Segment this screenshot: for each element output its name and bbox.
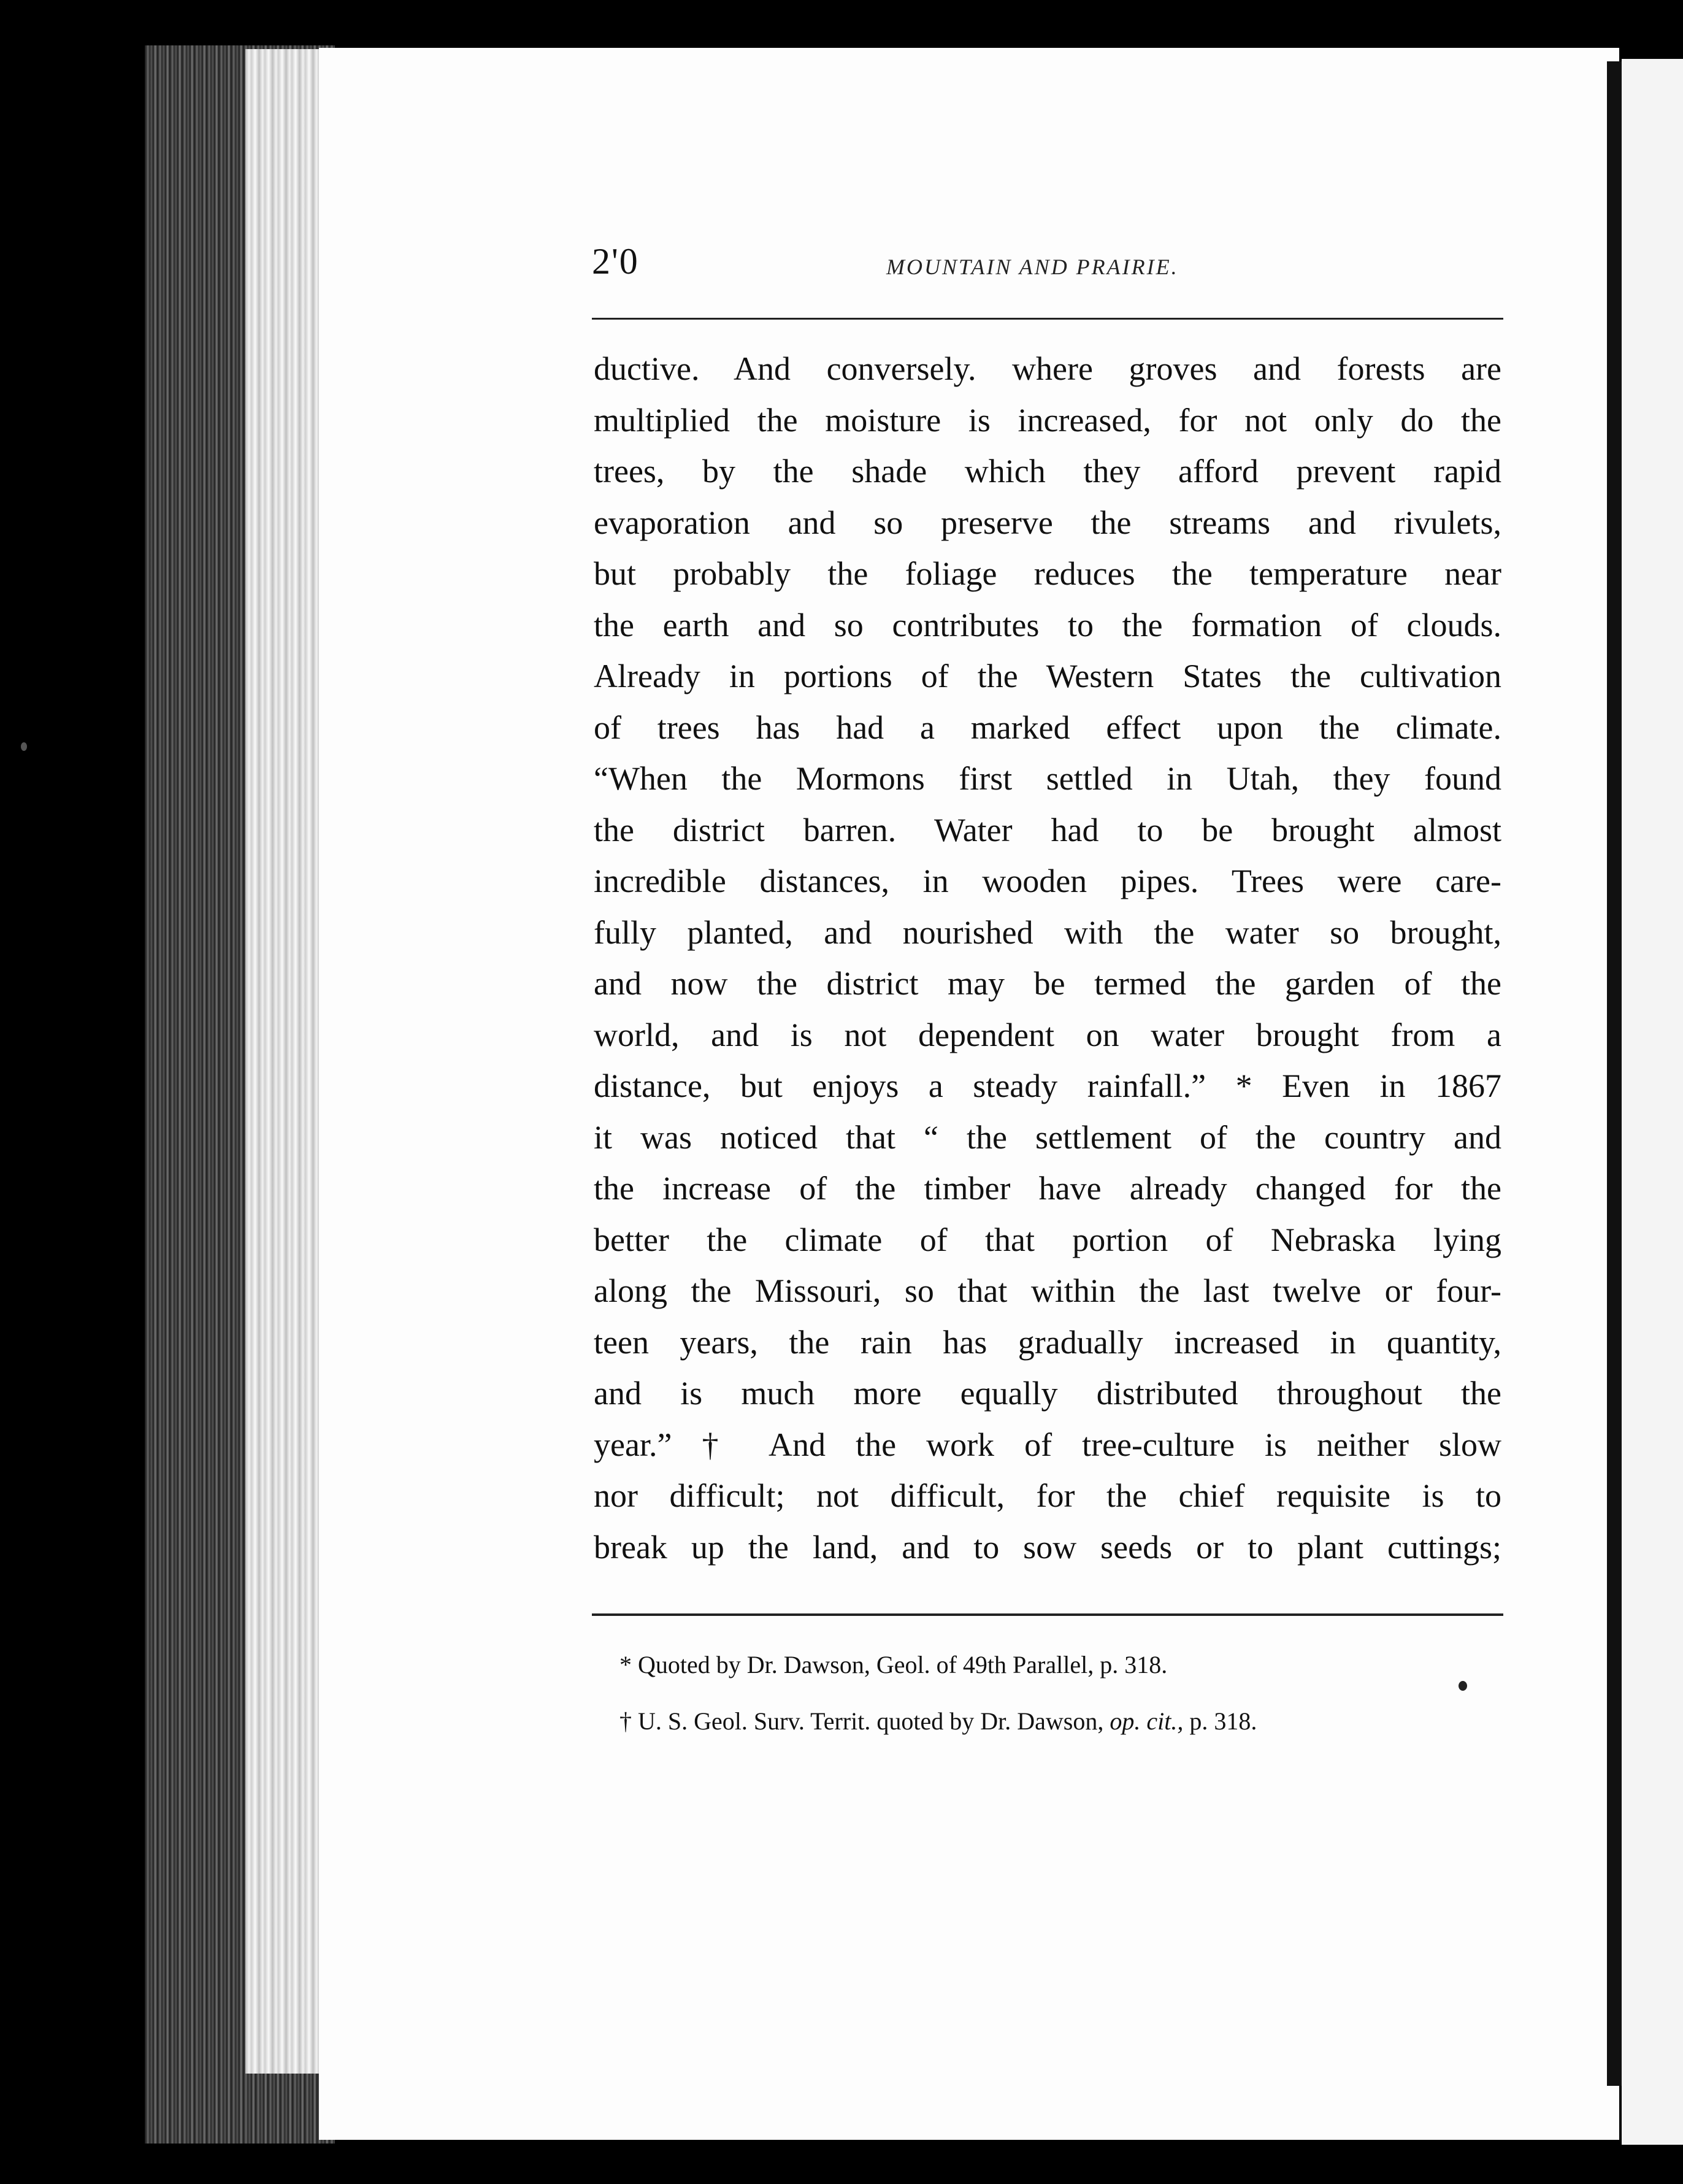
text-line: break up the land, and to sow seeds or to plant cuttings; xyxy=(594,1528,1501,1566)
footnote xyxy=(619,1637,1515,1693)
text-line: the increase of the timber have already changed for the xyxy=(594,1170,1501,1207)
footnote-mark: † xyxy=(619,1707,632,1735)
text-line: incredible distances, in wooden pipes. Trees were care- xyxy=(594,863,1501,899)
text-line: “When the Mormons first settled in Utah, they found xyxy=(594,760,1501,797)
text-line: Already in portions of the Western States the cultivation xyxy=(594,658,1501,694)
footnote-italic: op. cit., xyxy=(1110,1707,1184,1735)
text-line: teen years, the rain has gradually increased in quantity, xyxy=(594,1323,1501,1361)
page-edges xyxy=(245,49,319,2074)
text-line: and is much more equally distributed throughout the xyxy=(594,1375,1501,1412)
footnote-text: U. S. Geol. Surv. Territ. quoted by Dr. Dawson, xyxy=(638,1707,1110,1735)
gutter-shadow xyxy=(1607,61,1622,2086)
text-line: fully planted, and nourished with the water so brought, xyxy=(594,913,1501,951)
header-rule xyxy=(592,318,1503,320)
dust-speck xyxy=(21,742,27,751)
footnote-text: Quoted by Dr. Dawson, Geol. of 49th Parallel, p. 318. xyxy=(638,1651,1168,1678)
text-line: the earth and so contributes to the formation of clouds. xyxy=(594,606,1501,644)
footnote-text-end: p. 318. xyxy=(1183,1707,1257,1735)
text-line: better the climate of that portion of Nebraska lying xyxy=(594,1221,1501,1258)
text-line: world, and is not dependent on water brought from a xyxy=(594,1016,1501,1053)
text-line: and now the district may be termed the garden of the xyxy=(594,965,1501,1002)
body-text xyxy=(594,344,1501,1573)
text-line: but probably the foliage reduces the temperature near xyxy=(594,555,1501,592)
text-line: distance, but enjoys a steady rainfall.” * Even in 1867 xyxy=(594,1067,1501,1104)
text-line: nor difficult; not difficult, for the chief requisite is to xyxy=(594,1477,1501,1514)
text-line: along the Missouri, so that within the last twelve or four- xyxy=(594,1272,1501,1309)
text-line: multiplied the moisture is increased, for not only do the xyxy=(594,401,1501,439)
text-line: trees, by the shade which they afford prevent rapid xyxy=(594,453,1501,490)
footnotes xyxy=(619,1637,1515,1750)
text-line: evaporation and so preserve the streams and rivulets, xyxy=(594,504,1501,541)
footnote xyxy=(619,1693,1515,1750)
text-line: year.” † And the work of tree-culture is neither slow xyxy=(594,1426,1501,1463)
footnote-mark: * xyxy=(619,1651,632,1678)
running-head: MOUNTAIN AND PRAIRIE. xyxy=(886,255,1179,279)
next-page-edge xyxy=(1622,59,1683,2145)
text-line: it was noticed that “ the settlement of the country and xyxy=(594,1118,1501,1156)
text-line: the district barren. Water had to be brought almost xyxy=(594,811,1501,848)
text-line: ductive. And conversely. where groves and forests are xyxy=(594,350,1501,387)
text-line: of trees has had a marked effect upon the climate. xyxy=(594,709,1501,746)
page-header xyxy=(592,240,1500,302)
footnote-rule xyxy=(592,1613,1503,1616)
page-number: 2'0 xyxy=(592,241,639,282)
